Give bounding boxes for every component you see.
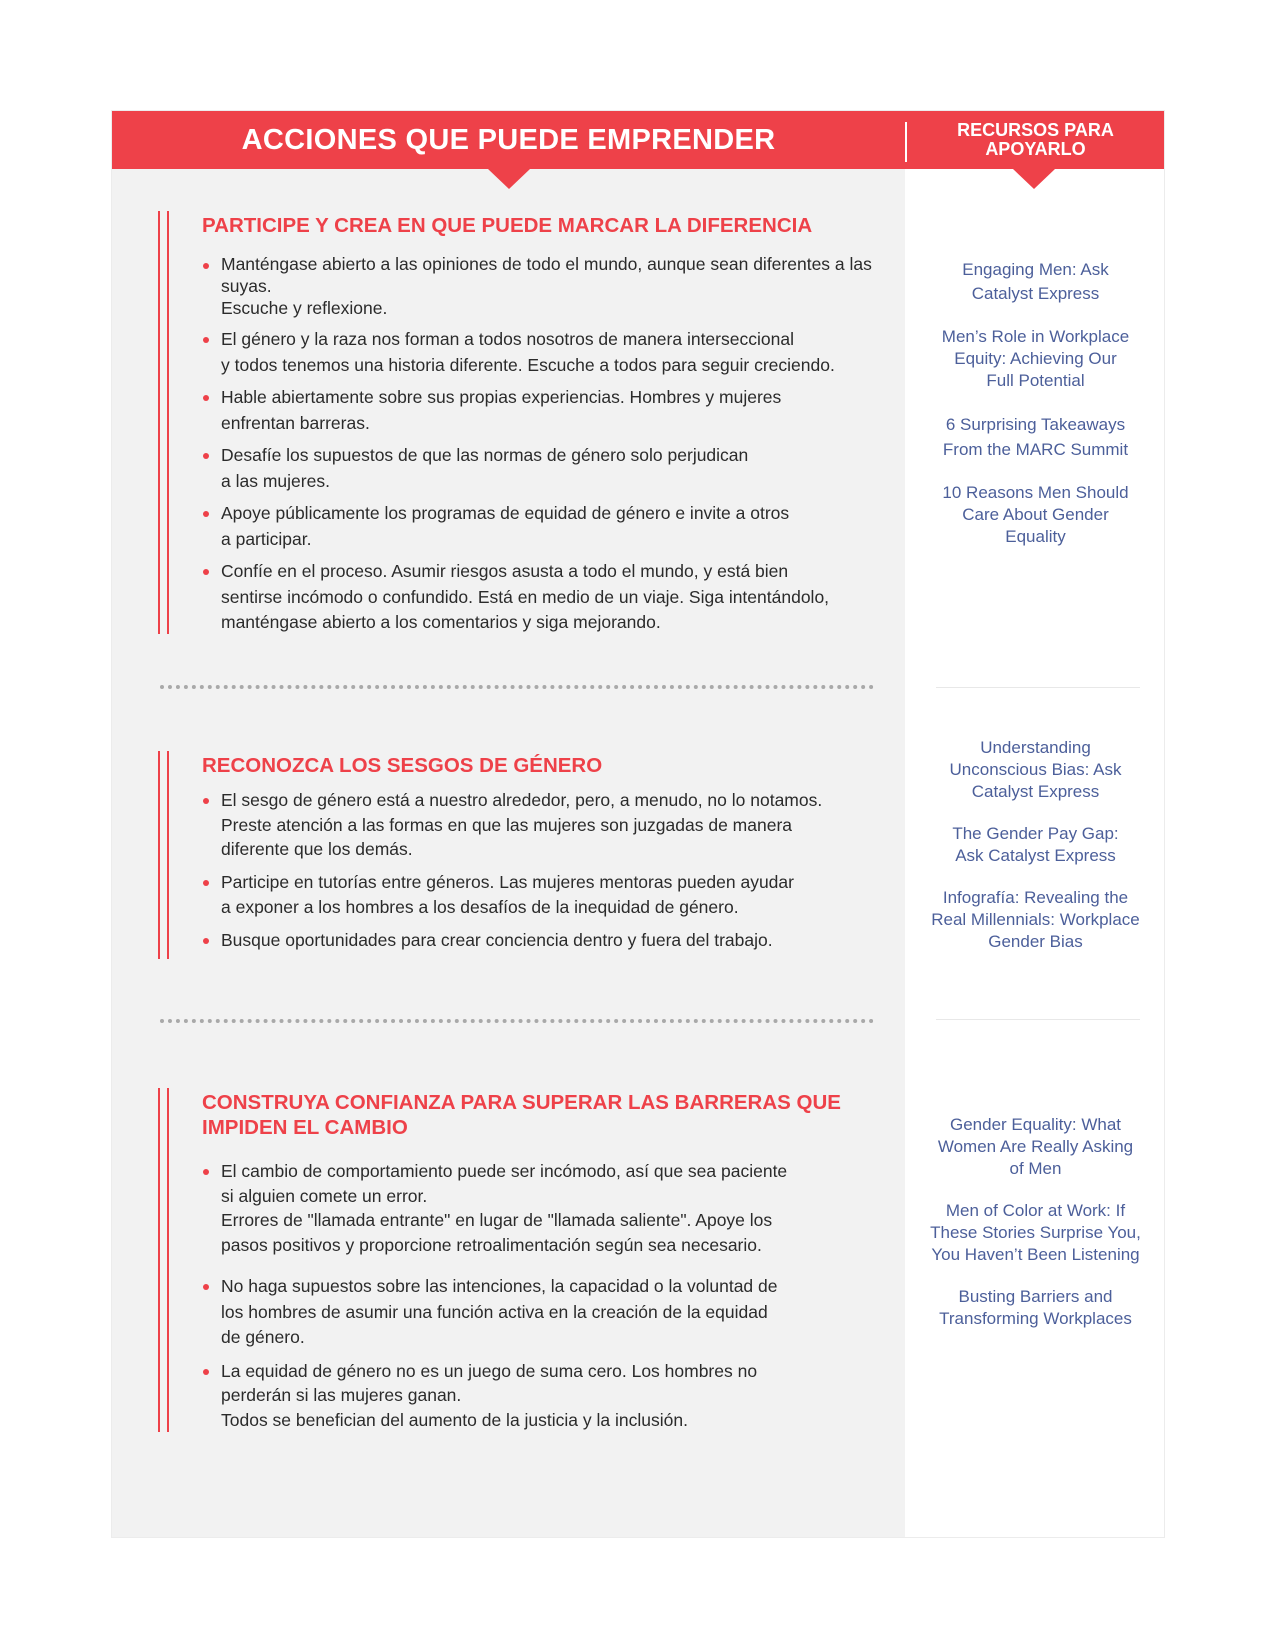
- resources-list-confianza: [907, 1114, 1164, 1350]
- resource-link[interactable]: 10 Reasons Men Should Care About Gender Equality: [942, 483, 1129, 546]
- section-bullets-confianza: [202, 1159, 902, 1432]
- section-bullets-participe: [202, 253, 902, 636]
- section-bullets-sesgos: [202, 788, 902, 953]
- header-pointer: [488, 169, 530, 189]
- resources-header-line2: APOYARLO: [985, 139, 1086, 159]
- section-title-participe: PARTICIPE Y CREA EN QUE PUEDE MARCAR LA DIFERENCIA: [202, 214, 813, 237]
- bullet-item: El cambio de comportamiento puede ser incómodo, así que sea paciente si alguien comete un error. Errores de "llamada entrante" en lugar de "llamada saliente". Apoye los pasos positivos y proporcione retroalimentación según sea necesario.: [202, 1159, 902, 1257]
- bullet-item: Hable abiertamente sobre sus propias experiencias. Hombres y mujeres enfrentan barreras.: [202, 385, 902, 436]
- bullet-item: Participe en tutorías entre géneros. Las mujeres mentoras pueden ayudar a exponer a los hombres a los desafíos de la inequidad de género.: [202, 870, 902, 921]
- header-title: ACCIONES QUE PUEDE EMPRENDER: [241, 123, 776, 156]
- section-divider: [160, 685, 874, 689]
- section-accent-bar: [158, 1088, 169, 1432]
- resources-header-pointer: [1013, 169, 1055, 189]
- bullet-item: La equidad de género no es un juego de suma cero. Los hombres no perderán si las mujeres ganan. Todos se benefician del aumento de la justicia y la inclusión.: [202, 1359, 902, 1433]
- resources-divider: [936, 1019, 1140, 1020]
- bullet-item: Busque oportunidades para crear conciencia dentro y fuera del trabajo.: [202, 928, 902, 954]
- resource-link[interactable]: The Gender Pay Gap: Ask Catalyst Express: [952, 824, 1119, 865]
- section-divider: [160, 1019, 874, 1023]
- resource-link[interactable]: Engaging Men: Ask Catalyst Express: [962, 260, 1109, 303]
- resource-link[interactable]: Men’s Role in Workplace Equity: Achieving Our Full Potential: [941, 327, 1130, 390]
- section-title-sesgos: RECONOZCA LOS SESGOS DE GÉNERO: [202, 754, 603, 777]
- bullet-item: Manténgase abierto a las opiniones de todo el mundo, aunque sean diferentes a las suyas. Escuche y reflexione.: [202, 253, 902, 319]
- bullet-item: Desafíe los supuestos de que las normas de género solo perjudican a las mujeres.: [202, 443, 902, 494]
- section-accent-bar: [158, 751, 169, 959]
- section-accent-bar: [158, 211, 169, 634]
- resource-link[interactable]: Understanding Unconscious Bias: Ask Catalyst Express: [949, 738, 1122, 801]
- resource-link[interactable]: Gender Equality: What Women Are Really Asking of Men: [937, 1115, 1134, 1178]
- header-bar: [112, 111, 1164, 169]
- bullet-item: El género y la raza nos forman a todos nosotros de manera interseccional y todos tenemos una historia diferente. Escuche a todos para seguir creciendo.: [202, 327, 902, 378]
- bullet-item: Apoye públicamente los programas de equidad de género e invite a otros a participar.: [202, 501, 902, 552]
- resource-link[interactable]: Men of Color at Work: If These Stories Surprise You, You Haven’t Been Listening: [930, 1201, 1141, 1264]
- bullet-item: No haga supuestos sobre las intenciones, la capacidad o la voluntad de los hombres de asumir una función activa en la creación de la equidad de género.: [202, 1274, 902, 1351]
- resource-link[interactable]: Infografía: Revealing the Real Millennials: Workplace Gender Bias: [931, 888, 1140, 951]
- resources-list-participe: [907, 258, 1164, 568]
- actions-card: [112, 111, 1164, 1537]
- resource-link[interactable]: Busting Barriers and Transforming Workplaces: [939, 1287, 1132, 1328]
- resources-divider: [936, 687, 1140, 688]
- bullet-item: El sesgo de género está a nuestro alrededor, pero, a menudo, no lo notamos. Preste atención a las formas en que las mujeres son juzgadas de manera diferente que los demás.: [202, 788, 902, 862]
- resources-header-line1: RECURSOS PARA: [957, 120, 1114, 140]
- section-title-confianza: CONSTRUYA CONFIANZA PARA SUPERAR LAS BARRERAS QUE IMPIDEN EL CAMBIO: [202, 1091, 841, 1139]
- resources-header: [907, 111, 1164, 169]
- resources-list-sesgos: [907, 737, 1164, 973]
- resource-link[interactable]: 6 Surprising Takeaways From the MARC Summit: [942, 415, 1129, 459]
- bullet-item: Confíe en el proceso. Asumir riesgos asusta a todo el mundo, y está bien sentirse incómodo o confundido. Está en medio de un viaje. Siga intentándolo, manténgase abierto a los comentarios y siga mejorando.: [202, 559, 902, 636]
